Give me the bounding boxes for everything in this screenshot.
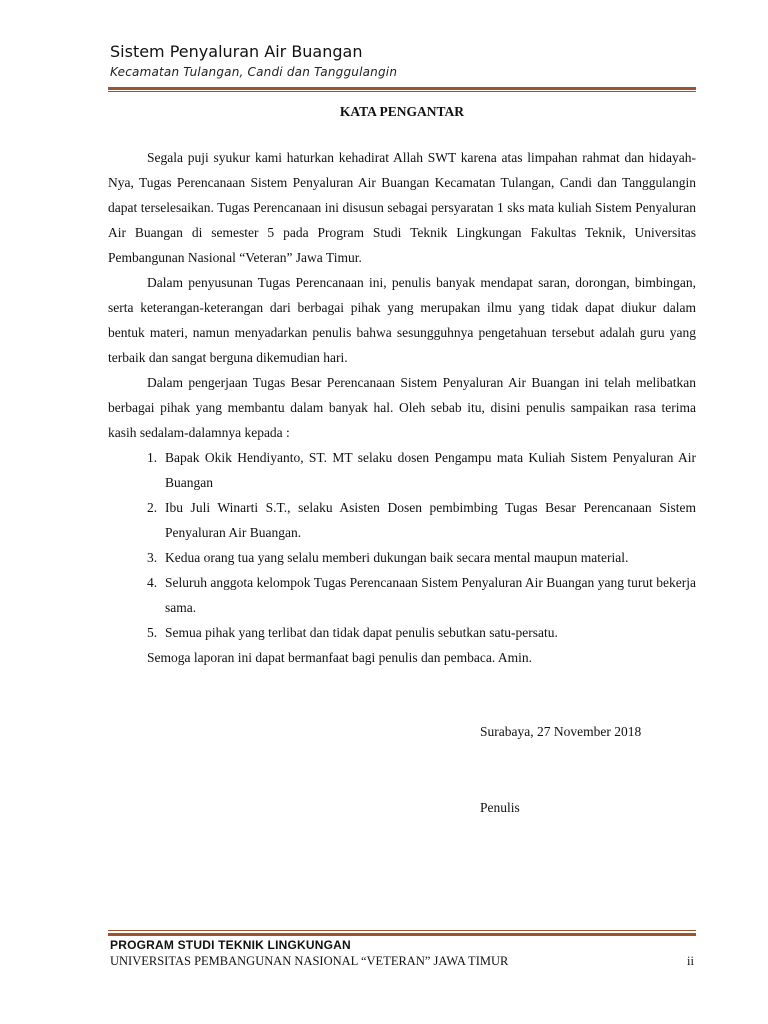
footer-rule-thin <box>108 930 696 931</box>
page-title: KATA PENGANTAR <box>339 104 465 119</box>
paragraph-1: Segala puji syukur kami haturkan kehadirat Allah SWT karena atas limpahan rahmat dan hidayah-Nya, Tugas Perencanaan Sistem Penyaluran Air Buangan Kecamatan Tulangan, Candi dan Tanggulangin dapat terselesaikan. Tugas Perencanaan ini disusun sebagai persyaratan 1 sks mata kuliah Sistem Penyaluran Air Buangan di semester 5 pada Program Studi Teknik Lingkungan Fakultas Teknik, Universitas Pembangunan Nasional “Veteran” Jawa Timur. <box>108 150 696 265</box>
header-subtitle: Kecamatan Tulangan, Candi dan Tanggulangin <box>110 65 398 79</box>
place-date: Surabaya, 27 November 2018 <box>480 724 642 739</box>
list-item-text: Bapak Okik Hendiyanto, ST. MT selaku dosen Pengampu mata Kuliah Sistem Penyaluran Air Buangan <box>165 450 696 490</box>
list-item <box>108 495 696 545</box>
footer-university: UNIVERSITAS PEMBANGUNAN NASIONAL “VETERAN” JAWA TIMUR <box>110 954 509 968</box>
list-item-text: Semua pihak yang terlibat dan tidak dapat penulis sebutkan satu-persatu. <box>165 625 558 640</box>
list-item-number: 1. <box>147 450 158 465</box>
signature-name: Penulis <box>480 800 520 815</box>
list-item-text: Ibu Juli Winarti S.T., selaku Asisten Dosen pembimbing Tugas Besar Perencanaan Sistem Penyaluran Air Buangan. <box>165 500 696 540</box>
document-body <box>108 145 696 670</box>
list-item-number: 3. <box>147 550 158 565</box>
header-title: Sistem Penyaluran Air Buangan <box>110 42 363 61</box>
footer-program: PROGRAM STUDI TEKNIK LINGKUNGAN <box>110 938 351 952</box>
list-item <box>108 620 696 645</box>
header-rule-thin <box>108 91 696 92</box>
header-rule-thick <box>108 87 696 90</box>
list-item <box>108 545 696 570</box>
list-item-number: 2. <box>147 500 158 515</box>
list-item-text: Kedua orang tua yang selalu memberi dukungan baik secara mental maupun material. <box>165 550 629 565</box>
paragraph-2: Dalam penyusunan Tugas Perencanaan ini, penulis banyak mendapat saran, dorongan, bimbingan, serta keterangan-keterangan dari berbagai pihak yang merupakan ilmu yang tidak dapat diukur dalam bentuk materi, namun menyadarkan penulis bahwa sesungguhnya pengetahuan tersebut adalah guru yang terbaik dan sangat berguna dikemudian hari. <box>108 275 696 365</box>
list-item-number: 5. <box>147 625 158 640</box>
page-number: ii <box>687 954 694 968</box>
list-item <box>108 445 696 495</box>
list-item <box>108 570 696 620</box>
footer-rule-thick <box>108 933 696 936</box>
acknowledgement-list <box>108 445 696 645</box>
paragraph-3: Dalam pengerjaan Tugas Besar Perencanaan Sistem Penyaluran Air Buangan ini telah melibatkan berbagai pihak yang membantu dalam banyak hal. Oleh sebab itu, disini penulis sampaikan rasa terima kasih sedalam-dalamnya kepada : <box>108 375 696 440</box>
list-item-number: 4. <box>147 575 158 590</box>
list-item-text: Seluruh anggota kelompok Tugas Perencanaan Sistem Penyaluran Air Buangan yang turut bekerja sama. <box>165 575 696 615</box>
closing-sentence: Semoga laporan ini dapat bermanfaat bagi penulis dan pembaca. Amin. <box>147 650 533 665</box>
